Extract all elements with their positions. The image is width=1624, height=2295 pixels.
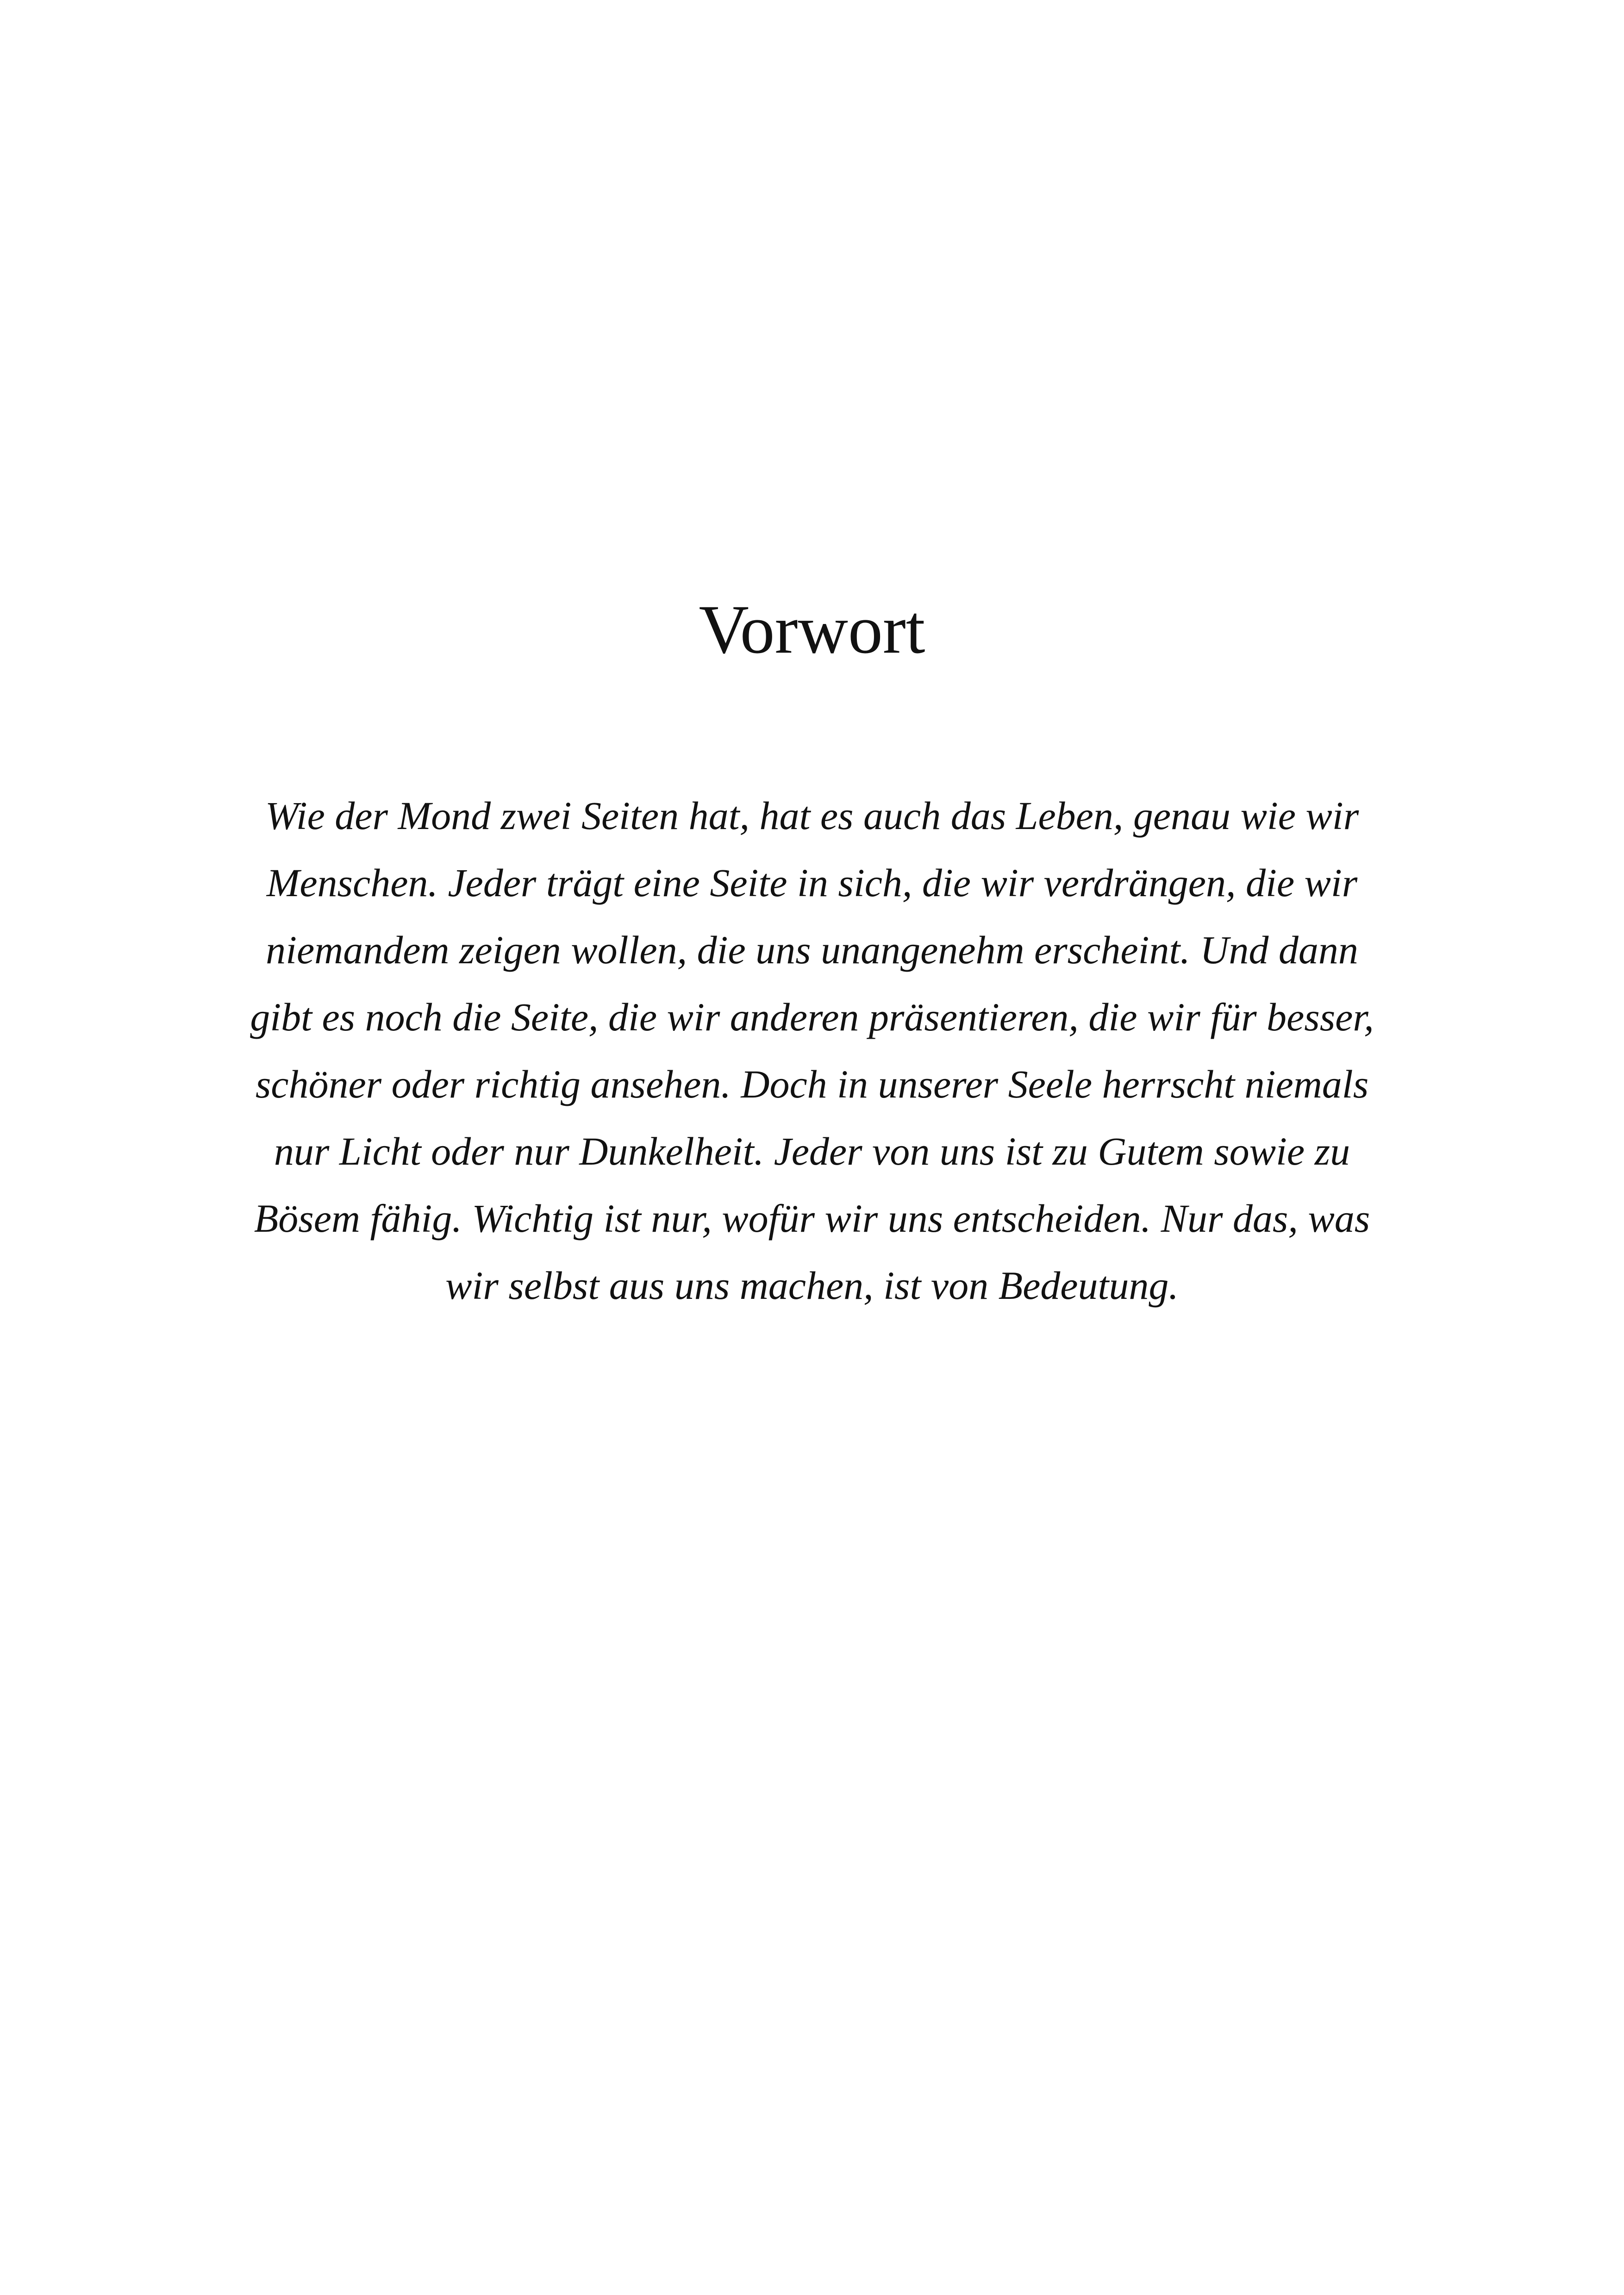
paragraph-line: Bösem fähig. Wichtig ist nur, wofür wir uns entscheiden. Nur das, was [254, 1196, 1370, 1241]
paragraph-line: wir selbst aus uns machen, ist von Bedeutung. [445, 1263, 1179, 1308]
paragraph-line: niemandem zeigen wollen, die uns unangenehm erscheint. Und dann [266, 928, 1358, 972]
page-title: Vorwort [699, 591, 925, 668]
paragraph-line: nur Licht oder nur Dunkelheit. Jeder von uns ist zu Gutem sowie zu [274, 1129, 1350, 1173]
foreword-paragraph [185, 782, 1439, 1319]
paragraph-line: schöner oder richtig ansehen. Doch in unserer Seele herrscht niemals [255, 1062, 1369, 1106]
paragraph-line: gibt es noch die Seite, die wir anderen präsentieren, die wir für besser, [250, 995, 1374, 1039]
paragraph-line: Menschen. Jeder trägt eine Seite in sich, die wir verdrängen, die wir [266, 861, 1358, 905]
paragraph-line: Wie der Mond zwei Seiten hat, hat es auch das Leben, genau wie wir [265, 793, 1359, 838]
